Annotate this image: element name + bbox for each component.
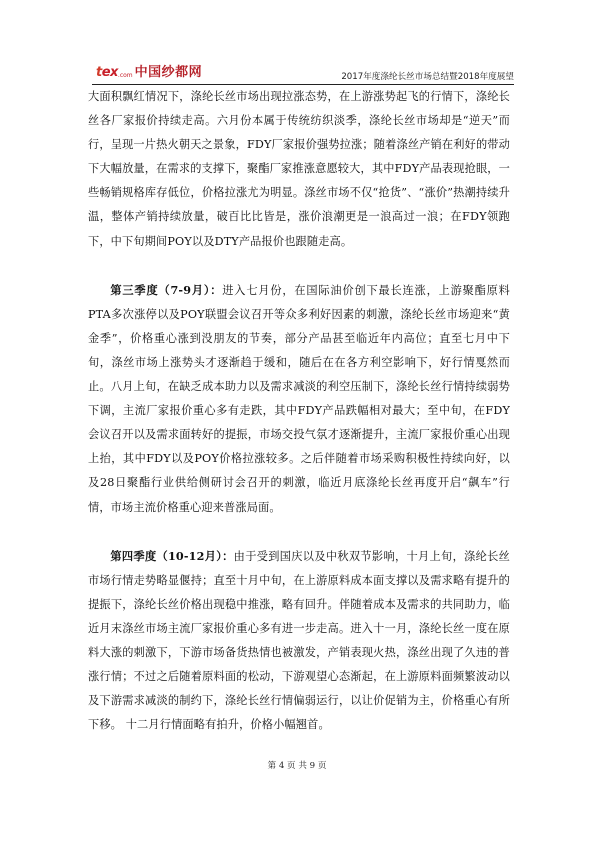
q4-heading: 第四季度（10-12月）： xyxy=(110,548,234,563)
page-header xyxy=(92,58,514,84)
paragraph-gap xyxy=(88,254,510,278)
paragraph-q3 xyxy=(88,278,510,520)
paragraph-gap xyxy=(88,520,510,544)
page-number: 第 4 页 共 9 页 xyxy=(267,761,327,771)
q4-text: 由于受到国庆以及中秋双节影响，十月上旬，涤纶长丝市场行情走势略显偃持；直至十月中旬，在上游原料成本面支撑以及需求略有提升的提振下，涤纶长丝价格出现稳中推涨，略有回升。伴随着成本及需求的共同助力，临近月末涤丝市场主流厂家报价重心多有进一步走高。进入十一月，涤纶长丝一度在原料大涨的刺激下，下游市场备货热情也被激发，产销表现火热，涤丝出现了久违的普涨行情；不过之后随着原料面的松动，下游观望心态渐起，在上游原料面频繁波动以及下游需求减淡的制约下，涤纶长丝行情偏弱运行，以让价促销为主，价格重心有所下移。 十二月行情面略有拍升，价格小幅翘首。 xyxy=(88,549,510,732)
q3-text: 进入七月份，在国际油价创下最长连涨，上游聚酯原料PTA多次涨停以及POY联盟会议召开等众多利好因素的刺激，涤纶长丝市场迎来“黄金季”，价格重心涨到没朋友的节奏，部分产品甚至临近年内高位；直至七月中下旬，涤丝市场上涨势头才逐渐趋于缓和，随后在在各方利空影响下，好行情戛然而止。八月上旬，在缺乏成本助力以及需求减淡的利空压制下，涤纶长丝行情持续弱势下调，主流厂家报价重心多有走跌，其中FDY产品跌幅相对最大；至中旬，在FDY会议召开以及需求面转好的提振，市场交投气氛才逐渐提升，主流厂家报价重心出现上抬，其中FDY以及POY价格拉涨较多。之后伴随着市场采购积极性持续向好，以及28日聚酯行业供给侧研讨会召开的刺激，临近月底涤纶长丝再度开启“飙车”行情，市场主流价格重心迎来普涨局面。 xyxy=(88,283,511,514)
site-logo xyxy=(96,58,202,80)
header-title: 2017年度涤纶长丝市场总结暨2018年度展望 xyxy=(341,72,514,82)
q3-heading: 第三季度（7-9月）： xyxy=(110,282,223,297)
paragraph-q2-continued: 大面积飘红情况下，涤纶长丝市场出现拉涨态势，在上游涨势起飞的行情下，涤纶长丝各厂家报价持续走高。六月份本属于传统纺织淡季，涤纶长丝市场却是“逆天”而行，呈现一片热火朝天之景象，FDY厂家报价强势拉涨；随着涤丝产销在利好的带动下大幅放量，在需求的支撑下，聚酯厂家推涨意愿较大，其中FDY产品表现抢眼，一些畅销规格库存低位，价格拉涨尤为明显。涤丝市场不仅“抢货”、“涨价”热潮持续升温，整体产销持续放量，破百比比皆是，涨价浪潮更是一浪高过一浪；在FDY领跑下，中下旬期间POY以及DTY产品报价也跟随走高。 xyxy=(88,90,510,248)
logo-text: 中国纱都网 xyxy=(134,65,203,80)
logo-mark: tex xyxy=(96,65,118,80)
paragraph-q4 xyxy=(88,544,510,738)
logo-domain: .com xyxy=(117,72,133,79)
document-body xyxy=(88,85,510,737)
